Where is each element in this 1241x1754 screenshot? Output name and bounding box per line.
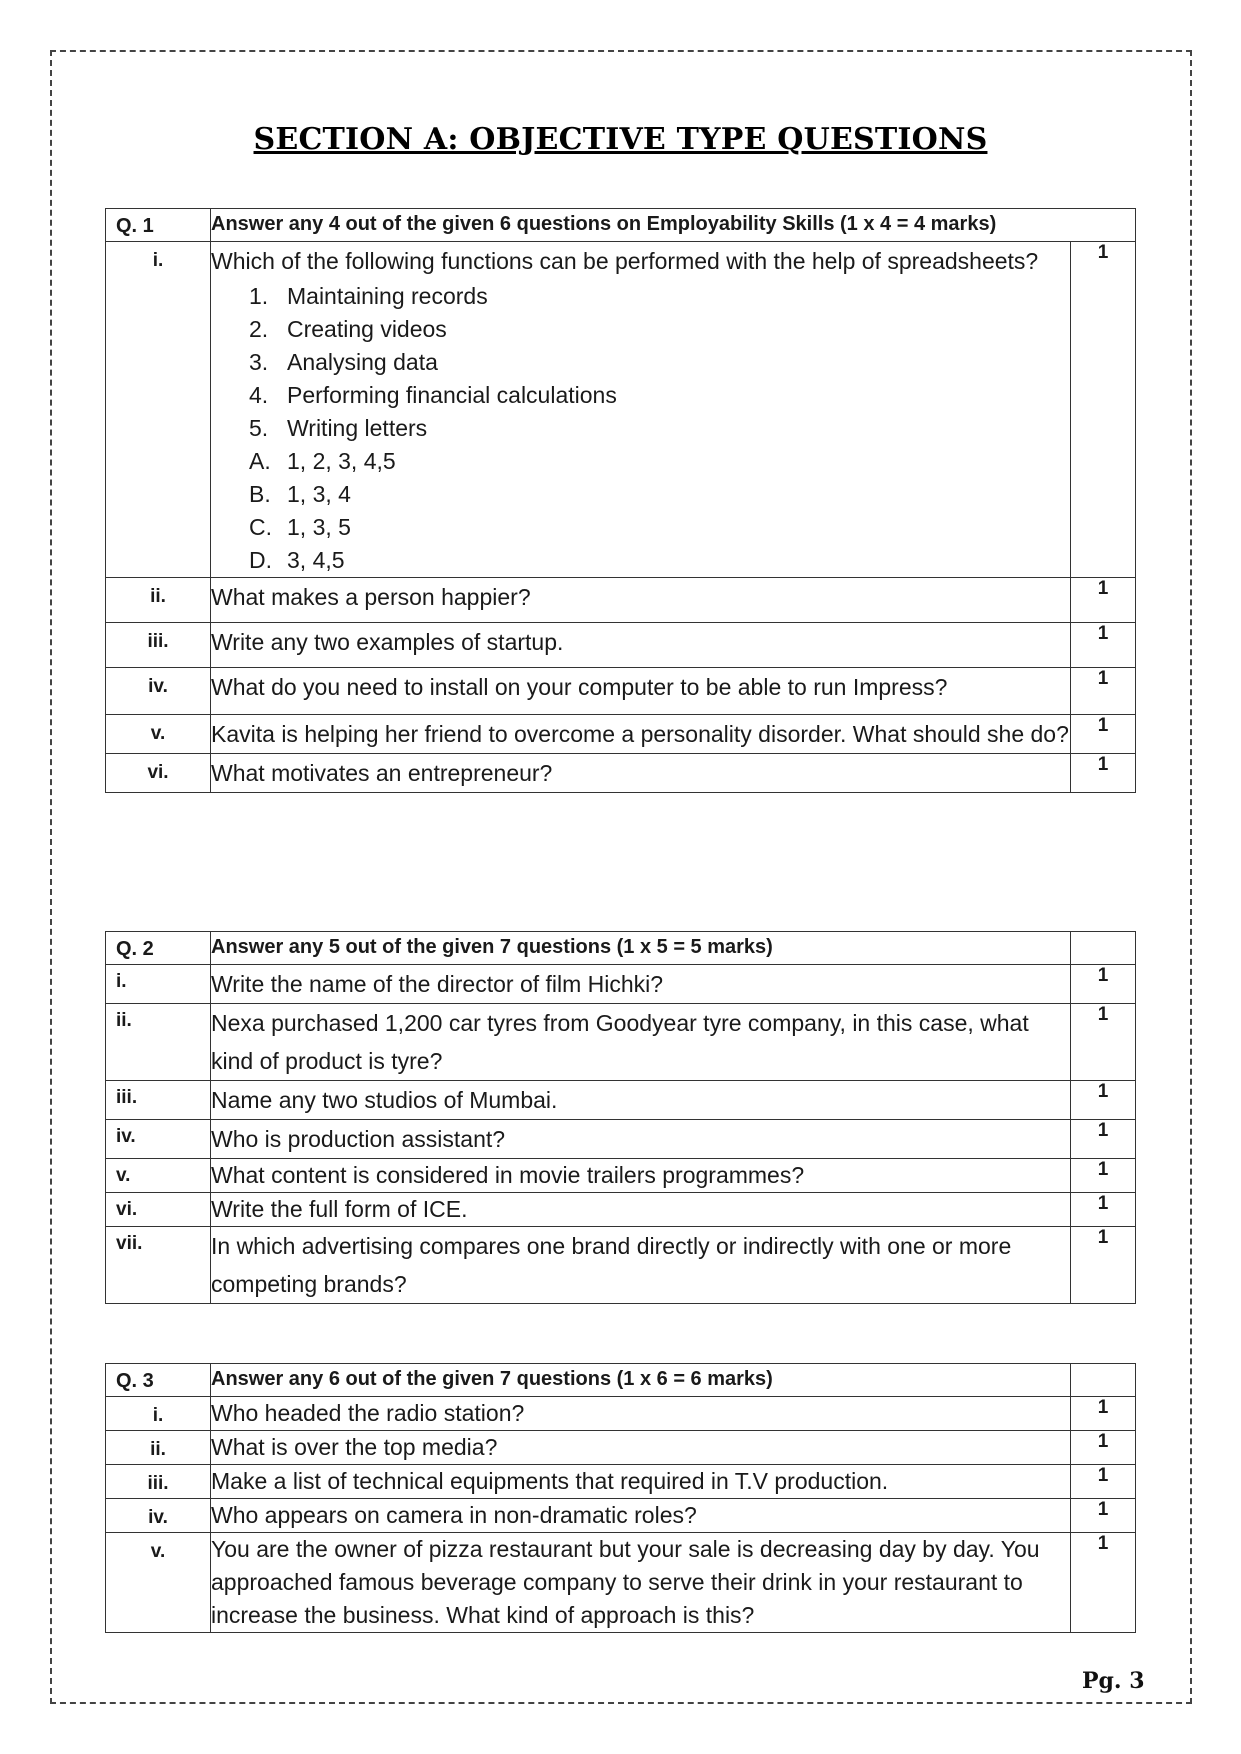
item-number: v.: [106, 1159, 211, 1193]
marks-value: 1: [1071, 1227, 1136, 1304]
options-list: [249, 280, 1070, 577]
option-text: Writing letters: [287, 415, 428, 441]
question-text: Who is production assistant?: [211, 1120, 1071, 1159]
marks-value: 1: [1071, 668, 1136, 715]
question-text: What content is considered in movie trailers programmes?: [211, 1159, 1071, 1193]
question-text: You are the owner of pizza restaurant but your sale is decreasing day by day. You approached famous beverage company to serve their drink in your restaurant to increase the business. What kind of approach is this?: [211, 1533, 1071, 1633]
item-number: v.: [106, 715, 211, 754]
table-row: [106, 965, 1136, 1004]
question-1-table: [105, 208, 1136, 793]
marks-header-cell: [1071, 932, 1136, 965]
table-row: [106, 1431, 1136, 1465]
option-label: 4.: [249, 382, 269, 408]
question-3-header-row: [106, 1364, 1136, 1397]
marks-value: 1: [1071, 578, 1136, 623]
option-label: 3.: [249, 349, 269, 375]
item-number: ii.: [106, 1004, 211, 1081]
table-row: [106, 1397, 1136, 1431]
table-row: [106, 1193, 1136, 1227]
table-row: [106, 1465, 1136, 1499]
list-item: [249, 445, 1070, 478]
item-number: i.: [106, 242, 211, 578]
table-row: [106, 1159, 1136, 1193]
table-row: [106, 578, 1136, 623]
option-label: D.: [249, 547, 272, 573]
list-item: [249, 412, 1070, 445]
question-text: Make a list of technical equipments that required in T.V production.: [211, 1465, 1071, 1499]
table-row: [106, 754, 1136, 793]
item-number: iv.: [106, 1120, 211, 1159]
list-item: [249, 544, 1070, 577]
marks-value: 1: [1071, 1120, 1136, 1159]
question-text: Name any two studios of Mumbai.: [211, 1081, 1071, 1120]
list-item: [249, 346, 1070, 379]
question-text: Kavita is helping her friend to overcome a personality disorder. What should she do?: [211, 715, 1071, 754]
table-row: [106, 1004, 1136, 1081]
item-number: iv.: [106, 668, 211, 715]
section-title: SECTION A: OBJECTIVE TYPE QUESTIONS: [253, 122, 988, 157]
question-text: Write any two examples of startup.: [211, 623, 1071, 668]
marks-value: 1: [1071, 623, 1136, 668]
item-number: ii.: [106, 578, 211, 623]
question-text: What is over the top media?: [211, 1431, 1071, 1465]
option-text: Analysing data: [287, 349, 438, 375]
table-row: [106, 668, 1136, 715]
table-row: [106, 242, 1136, 578]
question-2-table: [105, 931, 1136, 1304]
marks-header-cell: [1071, 1364, 1136, 1397]
page-number: Pg. 3: [1082, 1668, 1145, 1694]
list-item: [249, 280, 1070, 313]
option-label: C.: [249, 514, 272, 540]
option-text: Performing financial calculations: [287, 382, 617, 408]
question-label: Q. 1: [106, 209, 211, 242]
question-text: Who appears on camera in non-dramatic roles?: [211, 1499, 1071, 1533]
option-text: 1, 2, 3, 4,5: [287, 448, 396, 474]
marks-value: 1: [1071, 1499, 1136, 1533]
marks-value: 1: [1071, 1159, 1136, 1193]
item-number: vii.: [106, 1227, 211, 1304]
item-number: iv.: [106, 1499, 211, 1533]
item-number: i.: [106, 1397, 211, 1431]
option-label: 1.: [249, 283, 269, 309]
question-text: In which advertising compares one brand directly or indirectly with one or more competing brands?: [211, 1227, 1071, 1304]
list-item: [249, 379, 1070, 412]
table-row: [106, 1499, 1136, 1533]
option-label: 5.: [249, 415, 269, 441]
table-row: [106, 1533, 1136, 1633]
marks-value: 1: [1071, 1081, 1136, 1120]
marks-value: 1: [1071, 1465, 1136, 1499]
question-text: What makes a person happier?: [211, 578, 1071, 623]
question-2-header-row: [106, 932, 1136, 965]
question-text: Write the name of the director of film Hichki?: [211, 965, 1071, 1004]
question-text: Nexa purchased 1,200 car tyres from Goodyear tyre company, in this case, what kind of product is tyre?: [211, 1004, 1071, 1081]
list-item: [249, 511, 1070, 544]
question-text: Who headed the radio station?: [211, 1397, 1071, 1431]
question-text: [211, 242, 1071, 578]
item-number: ii.: [106, 1431, 211, 1465]
item-number: iii.: [106, 623, 211, 668]
marks-value: 1: [1071, 754, 1136, 793]
question-1-header-row: [106, 209, 1136, 242]
table-row: [106, 623, 1136, 668]
option-text: 1, 3, 4: [287, 481, 351, 507]
question-label: Q. 2: [106, 932, 211, 965]
question-instructions: Answer any 6 out of the given 7 questions (1 x 6 = 6 marks): [211, 1364, 1071, 1397]
table-row: [106, 715, 1136, 754]
question-3-table: [105, 1363, 1136, 1633]
question-text: What motivates an entrepreneur?: [211, 754, 1071, 793]
question-text: Write the full form of ICE.: [211, 1193, 1071, 1227]
marks-value: 1: [1071, 1397, 1136, 1431]
option-text: Creating videos: [287, 316, 447, 342]
option-text: Maintaining records: [287, 283, 488, 309]
option-text: 1, 3, 5: [287, 514, 351, 540]
option-label: A.: [249, 448, 271, 474]
table-row: [106, 1081, 1136, 1120]
marks-value: 1: [1071, 965, 1136, 1004]
marks-value: 1: [1071, 1193, 1136, 1227]
marks-value: 1: [1071, 715, 1136, 754]
list-item: [249, 478, 1070, 511]
marks-value: 1: [1071, 1431, 1136, 1465]
item-number: i.: [106, 965, 211, 1004]
list-item: [249, 313, 1070, 346]
option-text: 3, 4,5: [287, 547, 345, 573]
marks-value: 1: [1071, 1004, 1136, 1081]
question-stem: Which of the following functions can be performed with the help of spreadsheets?: [211, 248, 1039, 274]
table-row: [106, 1227, 1136, 1304]
item-number: iii.: [106, 1081, 211, 1120]
marks-value: 1: [1071, 1533, 1136, 1633]
item-number: v.: [106, 1533, 211, 1633]
table-row: [106, 1120, 1136, 1159]
item-number: vi.: [106, 1193, 211, 1227]
marks-value: 1: [1071, 242, 1136, 578]
question-label: Q. 3: [106, 1364, 211, 1397]
question-instructions: Answer any 4 out of the given 6 questions on Employability Skills (1 x 4 = 4 marks): [211, 209, 1136, 242]
question-instructions: Answer any 5 out of the given 7 questions (1 x 5 = 5 marks): [211, 932, 1071, 965]
question-text: What do you need to install on your computer to be able to run Impress?: [211, 668, 1071, 715]
item-number: iii.: [106, 1465, 211, 1499]
option-label: 2.: [249, 316, 269, 342]
option-label: B.: [249, 481, 271, 507]
item-number: vi.: [106, 754, 211, 793]
